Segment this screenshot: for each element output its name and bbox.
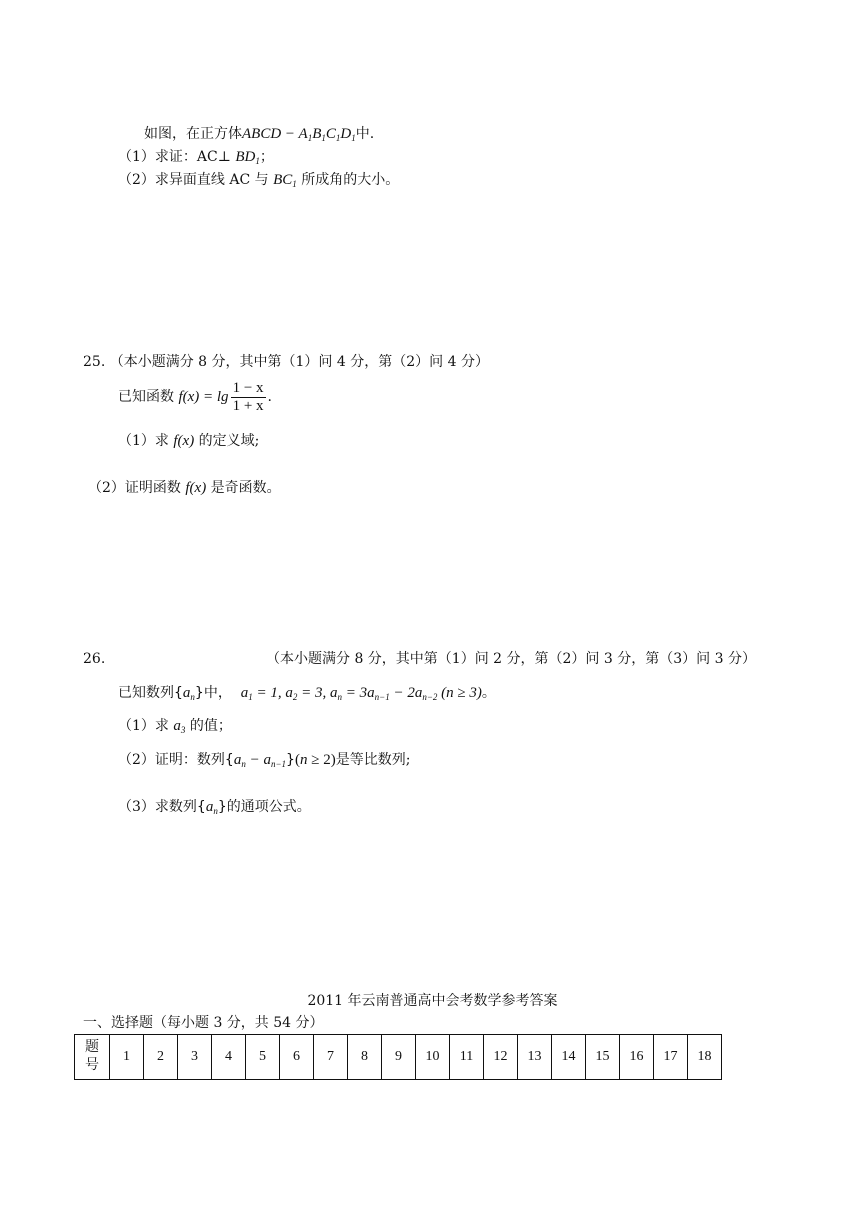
fraction-numerator: 1 − x: [232, 379, 264, 396]
q26-part1: [118, 717, 232, 735]
q25-given-text: 已知函数: [118, 389, 174, 405]
question-number-cell: 5: [246, 1035, 280, 1080]
answer-table: [74, 1034, 722, 1080]
q26-given: 已知数列$\{a_n\}$中， $a_1 = 1$, $a_2 = 3$, $a_n = 3a_{n-1} - 2a_{n-2}$ (n ≥ 3)。: [118, 685, 496, 702]
q24-part2-end: 所成角的大小。: [301, 172, 400, 188]
q25-header-text: （本小题满分 8 分，其中第（1）问 4 分，第（2）问 4 分）: [109, 354, 489, 370]
q26-header: （本小题满分 8 分，其中第（1）问 2 分，第（2）问 3 分，第（3）问 3 分）: [266, 651, 756, 667]
question-number-cell: 17: [654, 1035, 688, 1080]
difference-sequence: $a_n - a_{n-1}$: [233, 752, 287, 769]
q25-part1-func: f(x): [173, 433, 195, 449]
q25-part2-func: f(x): [185, 480, 207, 496]
question-number-cell: 10: [416, 1035, 450, 1080]
log-fraction: [231, 380, 266, 415]
q24-part1-end: ；: [259, 149, 274, 165]
question-number-cell: 13: [518, 1035, 552, 1080]
q25-part2-end: 是奇函数。: [210, 480, 281, 496]
question-number-cell: 1: [110, 1035, 144, 1080]
q24-part1: [118, 148, 274, 166]
q25-header: [83, 353, 489, 371]
q24-intro-end: 中.: [355, 126, 375, 142]
question-number-cell: 16: [620, 1035, 654, 1080]
question-number-cell: 4: [212, 1035, 246, 1080]
question-number-cell: 3: [178, 1035, 212, 1080]
q26-given-mid: 中，: [203, 685, 232, 701]
question-number-cell: 6: [280, 1035, 314, 1080]
q25-part1-end: 的定义域;: [198, 433, 260, 449]
question-number-cell: 12: [484, 1035, 518, 1080]
cube-expression: ABCD − $A_1B_1C_1D_1$: [242, 126, 356, 143]
question-number-cell: 2: [144, 1035, 178, 1080]
sequence-definition: $a_1 = 1$, $a_2 = 3$, $a_n = 3a_{n-1} - 2a_{n-2}$ (n ≥ 3): [240, 685, 482, 702]
question-number-cell: 14: [552, 1035, 586, 1080]
q24-part1-text: （1）求证：AC: [118, 149, 218, 165]
q25-part1: [118, 432, 259, 450]
bc1-expression: $BC_1$: [273, 172, 297, 189]
a3-expression: $a_3$: [173, 718, 186, 735]
q26-part2: （2）证明：数列$\{a_n - a_{n-1}\}(n \ge 2)$是等比数列;: [118, 752, 411, 769]
q26-given-text: 已知数列: [118, 685, 174, 701]
perpendicular-symbol: ⊥: [217, 149, 231, 165]
question-number-cell: 8: [348, 1035, 382, 1080]
question-number-cell: 9: [382, 1035, 416, 1080]
q26-given-end: 。: [481, 685, 496, 701]
header-bottom: 号: [85, 1058, 99, 1073]
q25-part2-text: （2）证明函数: [88, 480, 181, 496]
q26-part3: （3）求数列$\{a_n\}$的通项公式。: [118, 799, 311, 816]
q25-part1-text: （1）求: [118, 433, 169, 449]
header-top: 题: [85, 1040, 99, 1055]
q26-number: 26.: [83, 651, 106, 667]
question-number-cell: 7: [314, 1035, 348, 1080]
table-row: [75, 1035, 722, 1080]
question-number-cell: 18: [688, 1035, 722, 1080]
q26-part1-end: 的值；: [189, 718, 232, 734]
question-number-cell: 15: [586, 1035, 620, 1080]
q25-number: 25.: [83, 354, 106, 370]
function-definition: f(x) = lg: [178, 389, 229, 405]
q26-part2-end: 是等比数列;: [335, 752, 411, 768]
q25-part2: [88, 479, 281, 497]
fraction-denominator: 1 + x: [232, 397, 264, 414]
question-number-cell: 11: [450, 1035, 484, 1080]
q25-given: [118, 378, 272, 416]
an-expression: $a_n$: [205, 799, 218, 816]
q26-part3-text: （3）求数列: [118, 799, 197, 815]
q26-part1-text: （1）求: [118, 718, 169, 734]
q24-intro-text: 如图，在正方体: [144, 126, 242, 142]
q24-part2-text: （2）求异面直线 AC 与: [118, 172, 269, 188]
q26-part3-end: 的通项公式。: [226, 799, 311, 815]
q24-part2: [118, 171, 399, 189]
bd1-expression: $BD_1$: [235, 149, 260, 166]
answers-title: 2011 年云南普通高中会考数学参考答案: [307, 993, 558, 1009]
q26-part2-text: （2）证明：数列: [118, 752, 225, 768]
q24-intro: [144, 125, 374, 143]
table-header-cell: [75, 1035, 110, 1080]
answers-section-1: 一、选择题（每小题 3 分，共 54 分）: [83, 1015, 324, 1031]
q25-given-end: .: [267, 389, 272, 405]
